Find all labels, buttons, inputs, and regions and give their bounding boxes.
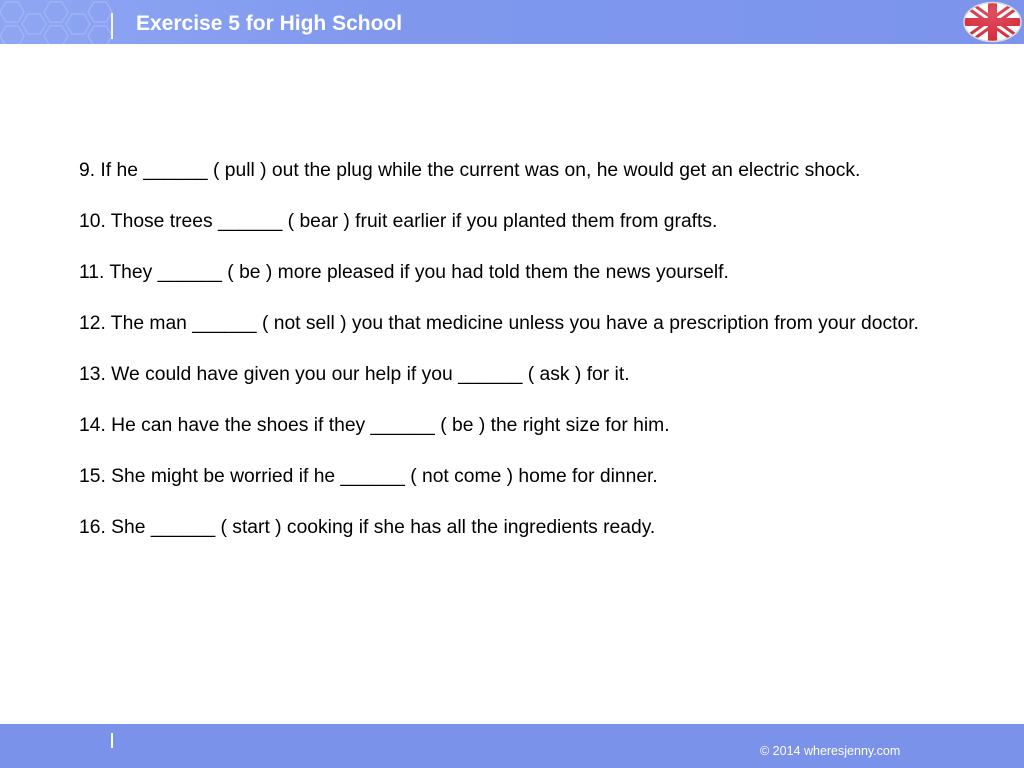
exercise-item: 9. If he ______ ( pull ) out the plug while the current was on, he would get an electric shock. (79, 160, 861, 181)
footer-bar (0, 724, 1024, 768)
exercise-item: 12. The man ______ ( not sell ) you that medicine unless you have a prescription from your doctor. (79, 313, 919, 334)
exercise-item: 15. She might be worried if he ______ ( not come ) home for dinner. (79, 466, 658, 487)
header-divider (111, 13, 113, 39)
uk-flag-icon (963, 1, 1022, 43)
exercise-item: 11. They ______ ( be ) more pleased if you had told them the news yourself. (79, 262, 729, 283)
page-title: Exercise 5 for High School (136, 12, 403, 35)
exercise-item: 14. He can have the shoes if they ______ ( be ) the right size for him. (79, 415, 670, 436)
footer-divider (111, 733, 113, 748)
exercise-item: 16. She ______ ( start ) cooking if she has all the ingredients ready. (79, 517, 656, 538)
copyright-text: © 2014 wheresjenny.com (760, 744, 901, 758)
header-bar (0, 0, 1024, 44)
exercise-item: 10. Those trees ______ ( bear ) fruit earlier if you planted them from grafts. (79, 211, 718, 232)
exercise-list (79, 157, 959, 565)
exercise-item: 13. We could have given you our help if you ______ ( ask ) for it. (79, 364, 630, 385)
